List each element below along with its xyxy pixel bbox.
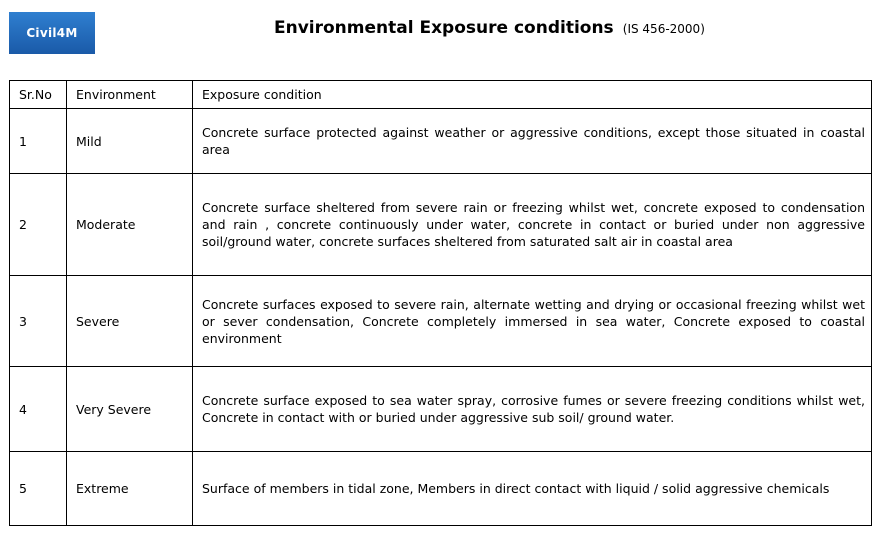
header-environment: Environment	[67, 81, 193, 109]
civil4m-logo	[9, 12, 95, 54]
header-exposure-condition: Exposure condition	[193, 81, 872, 109]
cell-exposure-condition: Concrete surface protected against weather or aggressive conditions, except those situated in coastal area	[193, 109, 872, 174]
cell-environment: Moderate	[67, 174, 193, 276]
cell-sr-no: 5	[10, 452, 67, 526]
table-row	[10, 109, 872, 174]
cell-environment: Extreme	[67, 452, 193, 526]
cell-exposure-condition: Concrete surface sheltered from severe rain or freezing whilst wet, concrete exposed to condensation and rain , concrete continuously under water, concrete in contact or buried under non aggressive soil/ground water, concrete surfaces sheltered from saturated salt air in coastal area	[193, 174, 872, 276]
title-main: Environmental Exposure conditions	[274, 18, 614, 38]
cell-exposure-condition: Concrete surfaces exposed to severe rain, alternate wetting and drying or occasional freezing whilst wet or sever condensation, Concrete completely immersed in sea water, Concrete exposed to coastal environment	[193, 276, 872, 367]
table-row	[10, 276, 872, 367]
cell-sr-no: 2	[10, 174, 67, 276]
exposure-conditions-table	[9, 80, 872, 526]
cell-exposure-condition: Concrete surface exposed to sea water spray, corrosive fumes or severe freezing conditions whilst wet, Concrete in contact with or buried under aggressive sub soil/ ground water.	[193, 367, 872, 452]
logo-text: Civil4M	[26, 26, 78, 40]
cell-environment: Mild	[67, 109, 193, 174]
table-row	[10, 452, 872, 526]
table-row	[10, 174, 872, 276]
cell-sr-no: 1	[10, 109, 67, 174]
cell-sr-no: 3	[10, 276, 67, 367]
title-standard-reference: (IS 456-2000)	[622, 22, 705, 36]
cell-sr-no: 4	[10, 367, 67, 452]
cell-environment: Severe	[67, 276, 193, 367]
cell-exposure-condition: Surface of members in tidal zone, Members in direct contact with liquid / solid aggressive chemicals	[193, 452, 872, 526]
table-header-row	[10, 81, 872, 109]
cell-environment: Very Severe	[67, 367, 193, 452]
table-row	[10, 367, 872, 452]
page-title	[274, 18, 705, 38]
header-sr-no: Sr.No	[10, 81, 67, 109]
